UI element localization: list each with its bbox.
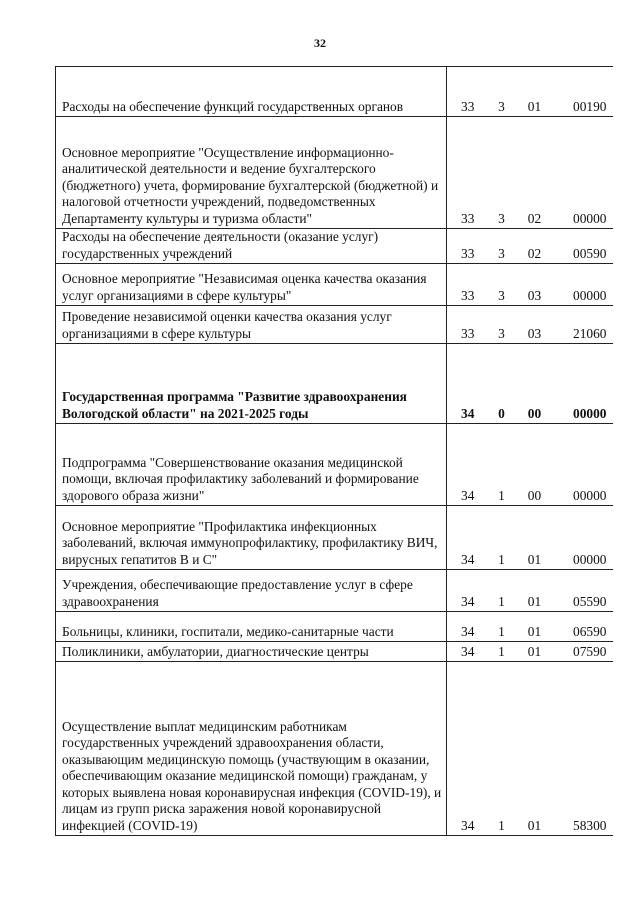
row-direction-code: 21060 (555, 306, 613, 344)
row-direction-code: 06590 (555, 612, 613, 642)
row-main-event-code: 03 (515, 264, 555, 306)
row-main-event-code: 02 (515, 117, 555, 229)
row-name: Расходы на обеспечение деятельности (оказание услуг) государственных учреждений (56, 229, 447, 264)
row-subprogram-code: 1 (489, 642, 515, 662)
row-program-code: 34 (447, 570, 489, 612)
row-program-code: 33 (447, 306, 489, 344)
row-direction-code: 00000 (555, 117, 613, 229)
row-subprogram-code: 0 (489, 344, 515, 424)
row-direction-code: 58300 (555, 662, 613, 836)
row-direction-code: 00190 (555, 67, 613, 117)
row-main-event-code: 00 (515, 344, 555, 424)
row-main-event-code: 03 (515, 306, 555, 344)
table-row (56, 506, 613, 570)
row-name: Основное мероприятие "Независимая оценка качества оказания услуг организациями в сфере культуры" (56, 264, 447, 306)
table-row (56, 264, 613, 306)
row-direction-code: 00000 (555, 264, 613, 306)
table-row (56, 117, 613, 229)
table-row (56, 229, 613, 264)
row-name: Основное мероприятие "Профилактика инфекционных заболеваний, включая иммунопрофилактику, профилактику ВИЧ, вирусных гепатитов В и С" (56, 506, 447, 570)
row-name: Больницы, клиники, госпитали, медико-санитарные части (56, 612, 447, 642)
row-subprogram-code: 1 (489, 424, 515, 506)
row-subprogram-code: 3 (489, 306, 515, 344)
row-direction-code: 00000 (555, 344, 613, 424)
row-subprogram-code: 1 (489, 506, 515, 570)
table-row (56, 570, 613, 612)
row-name: Подпрограмма "Совершенствование оказания медицинской помощи, включая профилактику заболеваний и формирование здорового образа жизни" (56, 424, 447, 506)
row-direction-code: 05590 (555, 570, 613, 612)
row-main-event-code: 01 (515, 506, 555, 570)
row-program-code: 33 (447, 67, 489, 117)
row-subprogram-code: 1 (489, 570, 515, 612)
row-subprogram-code: 3 (489, 117, 515, 229)
row-direction-code: 07590 (555, 642, 613, 662)
row-program-code: 33 (447, 229, 489, 264)
row-name: Учреждения, обеспечивающие предоставление услуг в сфере здравоохранения (56, 570, 447, 612)
table-row (56, 306, 613, 344)
row-main-event-code: 02 (515, 229, 555, 264)
row-main-event-code: 00 (515, 424, 555, 506)
row-name: Основное мероприятие "Осуществление информационно-аналитической деятельности и ведение бухгалтерского (бюджетного) учета, формирование бухгалтерской (бюджетной) и налоговой отчетности учреждений, подведомственных Департаменту культуры и туризма области" (56, 117, 447, 229)
row-name: Поликлиники, амбулатории, диагностические центры (56, 642, 447, 662)
row-program-code: 33 (447, 117, 489, 229)
row-subprogram-code: 1 (489, 612, 515, 642)
row-subprogram-code: 1 (489, 662, 515, 836)
row-main-event-code: 01 (515, 612, 555, 642)
budget-classification-table (55, 66, 613, 836)
row-name: Проведение независимой оценки качества оказания услуг организациями в сфере культуры (56, 306, 447, 344)
table-row (56, 642, 613, 662)
table-row (56, 67, 613, 117)
row-subprogram-code: 3 (489, 67, 515, 117)
row-direction-code: 00000 (555, 506, 613, 570)
row-direction-code: 00000 (555, 424, 613, 506)
page-number: 32 (314, 36, 326, 50)
row-main-event-code: 01 (515, 570, 555, 612)
row-program-code: 33 (447, 264, 489, 306)
row-name: Государственная программа "Развитие здравоохранения Вологодской области" на 2021-2025 годы (56, 344, 447, 424)
row-program-code: 34 (447, 662, 489, 836)
row-subprogram-code: 3 (489, 264, 515, 306)
table-row (56, 612, 613, 642)
row-program-code: 34 (447, 344, 489, 424)
table-row (56, 344, 613, 424)
row-main-event-code: 01 (515, 642, 555, 662)
row-subprogram-code: 3 (489, 229, 515, 264)
row-program-code: 34 (447, 642, 489, 662)
row-name: Расходы на обеспечение функций государственных органов (56, 67, 447, 117)
row-program-code: 34 (447, 506, 489, 570)
table-row (56, 662, 613, 836)
row-name: Осуществление выплат медицинским работникам государственных учреждений здравоохранения области, оказывающим медицинскую помощь (участвующим в оказании, обеспечивающим оказание медицинской помощи) гражданам, у которых выявлена новая коронавирусная инфекция (COVID-19), и лицам из групп риска заражения новой коронавирусной инфекцией (COVID-19) (56, 662, 447, 836)
row-main-event-code: 01 (515, 662, 555, 836)
table-row (56, 424, 613, 506)
row-main-event-code: 01 (515, 67, 555, 117)
row-direction-code: 00590 (555, 229, 613, 264)
row-program-code: 34 (447, 424, 489, 506)
row-program-code: 34 (447, 612, 489, 642)
